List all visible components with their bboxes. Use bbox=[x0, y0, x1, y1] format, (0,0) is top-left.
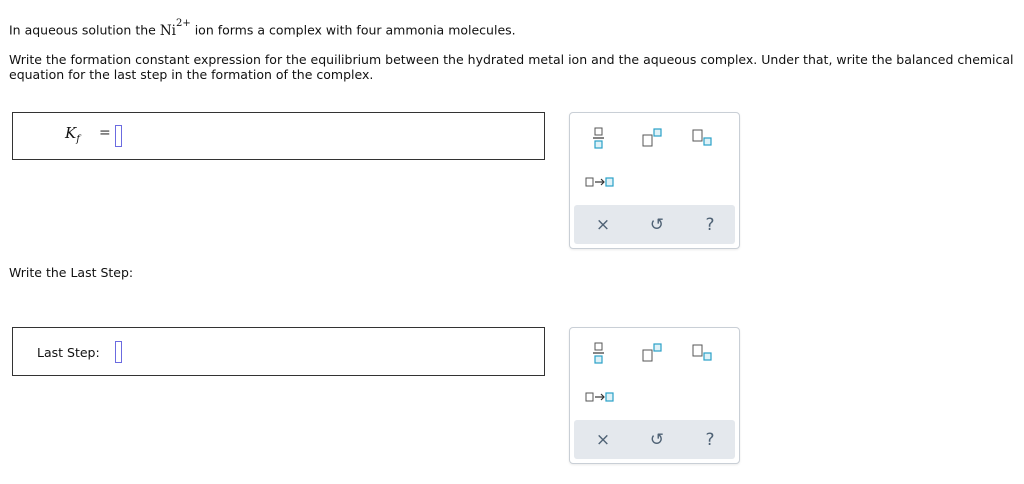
action-bar-1 bbox=[574, 205, 735, 244]
clear-button[interactable]: × bbox=[595, 215, 611, 235]
undo-button[interactable]: ↺ bbox=[649, 430, 665, 450]
help-button[interactable]: ? bbox=[705, 215, 715, 235]
clear-button[interactable]: × bbox=[595, 430, 611, 450]
math-toolbar-2 bbox=[569, 327, 740, 464]
kf-answer-box bbox=[12, 112, 545, 160]
last-step-prompt: Write the Last Step: bbox=[9, 265, 134, 280]
intro-text-after: ion forms a complex with four ammonia molecules. bbox=[194, 22, 516, 38]
ion-symbol: Ni bbox=[159, 22, 176, 39]
question-instruction: Write the formation constant expression for the equilibrium between the hydrated metal ion and the aqueous complex. Under that, write the balanced chemical equation for the last step in the formation of the complex. bbox=[9, 52, 1014, 82]
kf-letter: K bbox=[65, 124, 77, 142]
fraction-icon[interactable] bbox=[586, 340, 612, 366]
intro-text-before: In aqueous solution the bbox=[9, 22, 156, 38]
kf-input-field[interactable] bbox=[115, 125, 122, 147]
superscript-icon[interactable] bbox=[640, 125, 666, 151]
subscript-icon[interactable] bbox=[690, 125, 716, 151]
ion-formula bbox=[159, 18, 191, 39]
last-step-label: Last Step: bbox=[37, 345, 100, 360]
reaction-arrow-icon[interactable] bbox=[584, 169, 618, 195]
action-bar-2 bbox=[574, 420, 735, 459]
last-step-input-field[interactable] bbox=[115, 341, 122, 363]
reaction-arrow-icon[interactable] bbox=[584, 384, 618, 410]
math-toolbar-1 bbox=[569, 112, 740, 249]
question-intro bbox=[9, 19, 516, 39]
ion-charge: 2+ bbox=[175, 18, 191, 29]
equals-sign: = bbox=[99, 125, 111, 141]
fraction-icon[interactable] bbox=[586, 125, 612, 151]
undo-button[interactable]: ↺ bbox=[649, 215, 665, 235]
kf-symbol bbox=[65, 124, 80, 145]
kf-subscript: f bbox=[76, 134, 80, 145]
last-step-answer-box bbox=[12, 327, 545, 376]
subscript-icon[interactable] bbox=[690, 340, 716, 366]
help-button[interactable]: ? bbox=[705, 430, 715, 450]
superscript-icon[interactable] bbox=[640, 340, 666, 366]
